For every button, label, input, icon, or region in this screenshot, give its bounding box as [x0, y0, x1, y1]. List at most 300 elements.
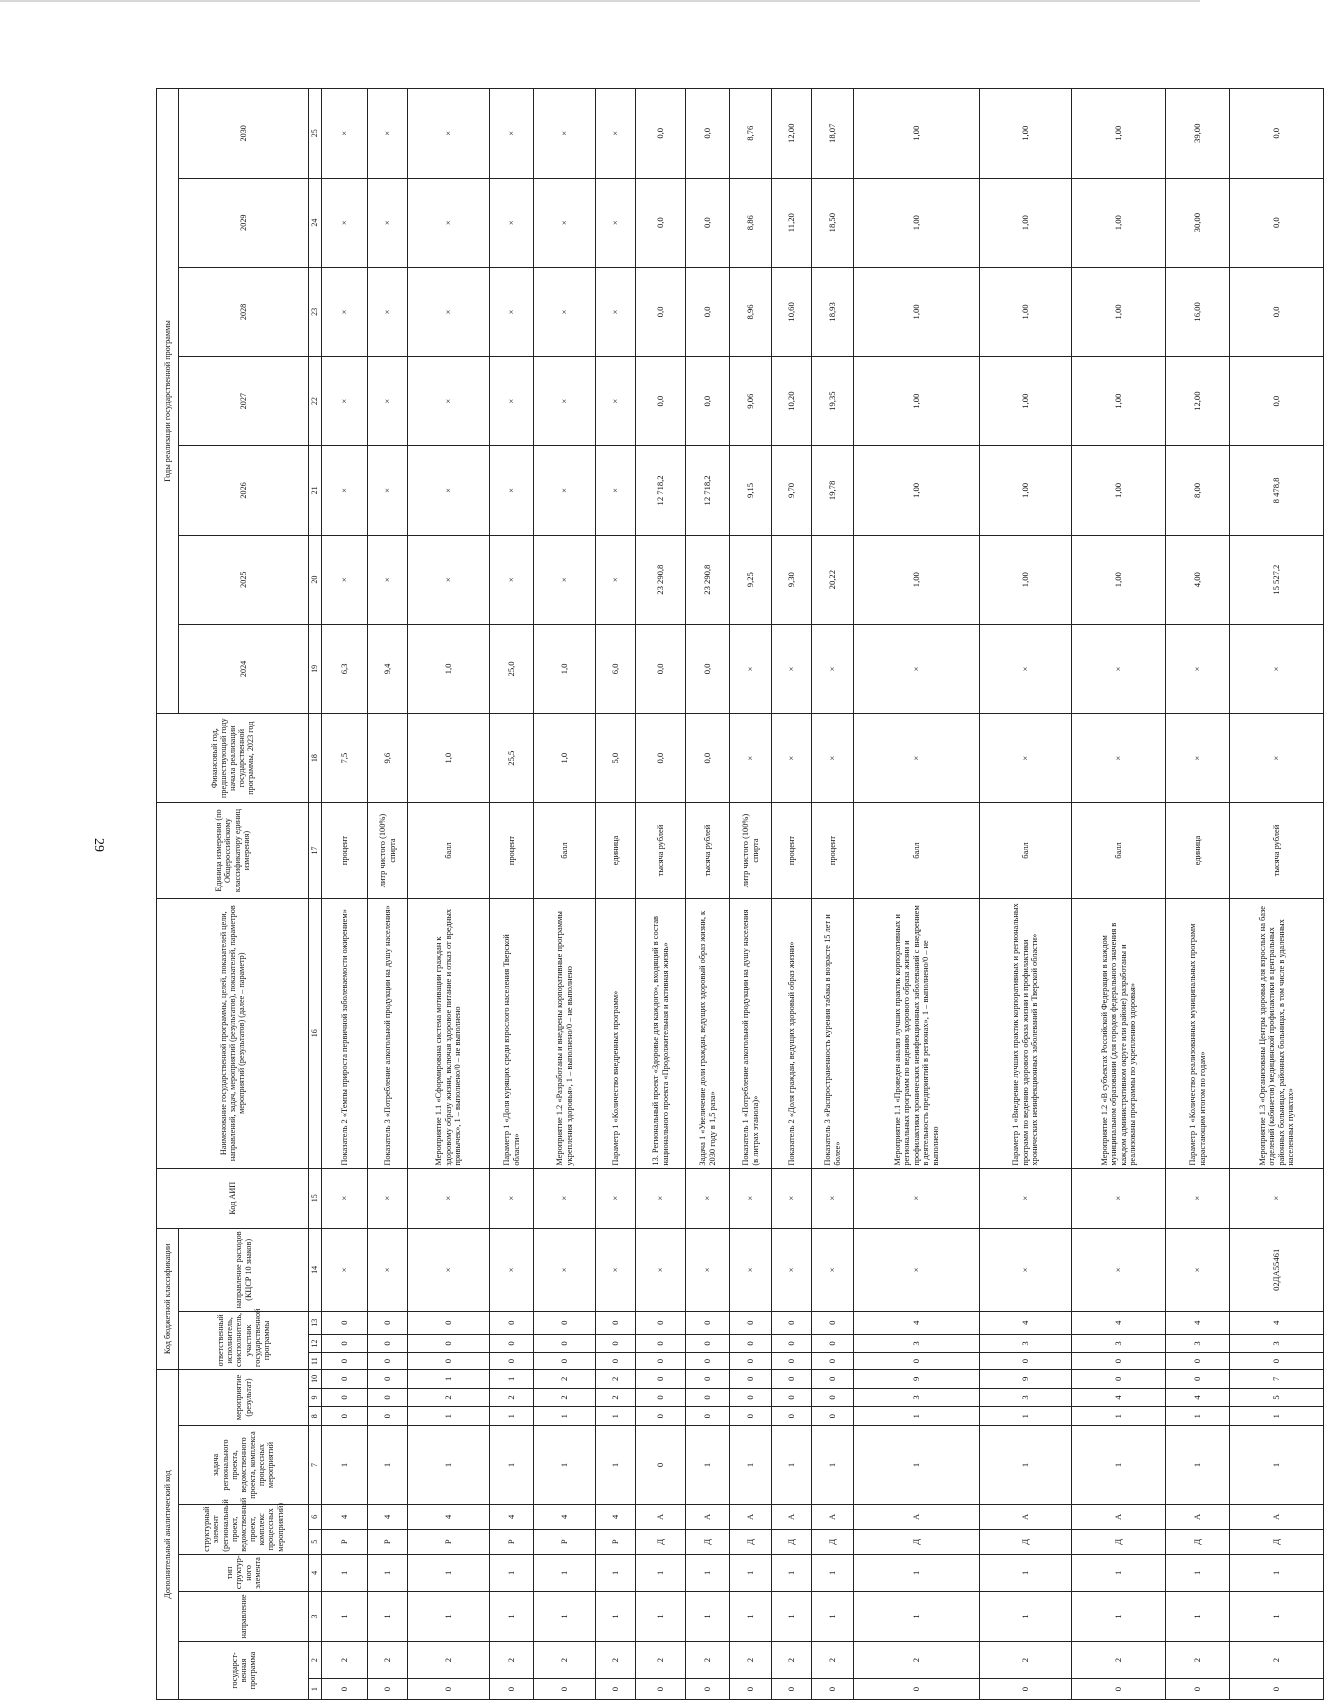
year-value-cell: × [1166, 624, 1230, 713]
code-cell: 0 [1072, 1679, 1166, 1700]
column-number: 12 [309, 1334, 322, 1353]
code-cell: 0 [686, 1353, 730, 1370]
code-cell: 0 [636, 1353, 686, 1370]
unit-cell: балл [980, 803, 1072, 898]
name-cell: Мероприятие 1.3 «Организованы Центры здоровья для взрослых на базе отделений (кабинетов) медицинской профилактики в центральных районных больницах, районных больницах, в том числе в удаленных населенных пунктах» [1230, 898, 1324, 1168]
year-value-cell: × [408, 446, 490, 535]
code-cell: 0 [534, 1679, 596, 1700]
code-cell: × [1072, 1228, 1166, 1311]
code-cell: 4 [322, 1504, 368, 1529]
name-cell: Показатель 2 «Темпы прироста первичной заболеваемости ожирением» [322, 898, 368, 1168]
code-cell: 0 [686, 1388, 730, 1407]
code-cell: 0 [322, 1679, 368, 1700]
code-cell: 1 [1230, 1592, 1324, 1642]
year-value-cell: 9,15 [730, 446, 772, 535]
code-cell: 2 [812, 1641, 854, 1678]
code-cell: 1 [408, 1592, 490, 1642]
code-cell: 1 [1230, 1554, 1324, 1591]
code-cell: 0 [322, 1353, 368, 1370]
code-cell: × [534, 1228, 596, 1311]
code-cell: 0 [636, 1679, 686, 1700]
code-cell: × [408, 1168, 490, 1228]
header-zadacha: задача регионального проекта, ведомственного проекта, комплекса процессных мероприятий [179, 1426, 309, 1505]
column-number: 20 [309, 535, 322, 624]
code-cell: 0 [812, 1353, 854, 1370]
header-napr-rash: направление расходов (КЦСР 10 знаков) [179, 1228, 309, 1311]
base-year-cell: × [1072, 714, 1166, 803]
column-number: 5 [309, 1529, 322, 1554]
year-value-cell: 1,0 [534, 624, 596, 713]
code-cell: 0 [812, 1407, 854, 1426]
year-value-cell: × [368, 178, 408, 267]
column-number: 14 [309, 1228, 322, 1311]
year-value-cell: 19,78 [812, 446, 854, 535]
code-cell: 0 [322, 1311, 368, 1334]
code-cell: × [1166, 1228, 1230, 1311]
code-cell: 2 [490, 1641, 534, 1678]
code-cell: 1 [596, 1426, 636, 1505]
year-value-cell: 1,00 [980, 535, 1072, 624]
year-value-cell: 0,0 [686, 89, 730, 179]
year-value-cell: × [322, 267, 368, 356]
code-cell: × [980, 1168, 1072, 1228]
table-row [408, 89, 490, 1700]
year-value-cell: 1,00 [1072, 178, 1166, 267]
code-cell: 1 [980, 1407, 1072, 1426]
year-value-cell: 1,00 [1072, 357, 1166, 446]
code-cell: 4 [1230, 1311, 1324, 1334]
code-cell: 0 [596, 1679, 636, 1700]
code-cell: 0 [322, 1369, 368, 1388]
unit-cell: литр чистого (100%) спирта [730, 803, 772, 898]
code-cell: × [490, 1168, 534, 1228]
year-value-cell: × [408, 267, 490, 356]
code-cell: 0 [534, 1311, 596, 1334]
code-cell: 2 [596, 1641, 636, 1678]
header-ispoln: ответственный исполнитель, соисполнитель, участник государственной программы [179, 1311, 309, 1369]
code-cell: 1 [1166, 1426, 1230, 1505]
code-cell: 0 [368, 1311, 408, 1334]
code-cell: 0 [636, 1407, 686, 1426]
year-value-cell: 39,00 [1166, 89, 1230, 179]
year-value-cell: × [534, 267, 596, 356]
code-cell: 1 [490, 1426, 534, 1505]
year-value-cell: × [322, 357, 368, 446]
name-cell: Мероприятие 1.1 «Сформирована система мотивации граждан к здоровому образу жизни, включая здоровое питание и отказ от вредных привычек», 1 – выполнено/0 – не выполнено [408, 898, 490, 1168]
year-value-cell: 10,20 [772, 357, 812, 446]
year-value-cell: × [534, 89, 596, 179]
code-cell: 0 [730, 1679, 772, 1700]
year-value-cell: × [596, 89, 636, 179]
year-value-cell: × [322, 535, 368, 624]
unit-cell: литр чистого (100%) спирта [368, 803, 408, 898]
code-cell: 1 [1166, 1592, 1230, 1642]
year-value-cell: 1,0 [408, 624, 490, 713]
code-cell: 1 [980, 1426, 1072, 1505]
name-cell: Параметр 1 «Доля курящих среди взрослого населения Тверской области» [490, 898, 534, 1168]
code-cell: А [1230, 1504, 1324, 1529]
header-struct: структурный элемент (региональный проект, ведомственный проект, комплекс процессных мероприятий) [179, 1504, 309, 1554]
code-cell: 0 [636, 1426, 686, 1505]
base-year-cell: × [812, 714, 854, 803]
name-cell: Показатель 2 «Доля граждан, ведущих здоровый образ жизни» [772, 898, 812, 1168]
year-value-cell: 18,50 [812, 178, 854, 267]
code-cell: 0 [368, 1369, 408, 1388]
code-cell: 0 [686, 1369, 730, 1388]
year-value-cell: × [596, 178, 636, 267]
year-value-cell: 9,06 [730, 357, 772, 446]
code-cell: × [596, 1168, 636, 1228]
year-value-cell: 8,96 [730, 267, 772, 356]
code-cell: 1 [490, 1554, 534, 1591]
unit-cell: процент [490, 803, 534, 898]
base-year-cell: × [730, 714, 772, 803]
unit-cell: тысяча рублей [1230, 803, 1324, 898]
year-value-cell: 0,0 [636, 357, 686, 446]
year-value-cell: × [408, 89, 490, 179]
header-year-2028: 2028 [179, 267, 309, 356]
code-cell: × [1072, 1168, 1166, 1228]
code-cell: 0 [980, 1353, 1072, 1370]
code-cell: 3 [1072, 1334, 1166, 1353]
code-cell: Р [368, 1529, 408, 1554]
column-number: 4 [309, 1554, 322, 1591]
code-cell: 0 [368, 1388, 408, 1407]
code-cell: 4 [1166, 1388, 1230, 1407]
year-value-cell: × [596, 357, 636, 446]
header-fin-year: Финансовый год, предшествующий году начала реализации государственной программы, 2023 год [157, 714, 309, 803]
code-cell: 0 [686, 1334, 730, 1353]
code-cell: 2 [980, 1641, 1072, 1678]
base-year-cell: 0,0 [636, 714, 686, 803]
table-row [1230, 89, 1324, 1700]
page-number: 29 [91, 838, 106, 852]
code-cell: × [730, 1228, 772, 1311]
code-cell: 2 [322, 1641, 368, 1678]
code-cell: 1 [686, 1592, 730, 1642]
table-row [322, 89, 368, 1700]
code-cell: 0 [490, 1311, 534, 1334]
code-cell: 1 [408, 1554, 490, 1591]
code-cell: А [854, 1504, 980, 1529]
code-cell: 2 [1230, 1641, 1324, 1678]
year-value-cell: 10,60 [772, 267, 812, 356]
column-number: 11 [309, 1353, 322, 1370]
year-value-cell: 0,0 [686, 624, 730, 713]
column-number: 24 [309, 178, 322, 267]
code-cell: 0 [534, 1334, 596, 1353]
code-cell: 0 [854, 1679, 980, 1700]
code-cell: 0 [730, 1388, 772, 1407]
header-unit: Единица измерения (по Общероссийскому классификатору единиц измерения) [157, 803, 309, 898]
header-meropr: мероприятие (результат) [179, 1369, 309, 1425]
code-cell: Д [812, 1529, 854, 1554]
code-cell: Д [1072, 1529, 1166, 1554]
base-year-cell: × [854, 714, 980, 803]
year-value-cell: 0,0 [636, 89, 686, 179]
header-year-2027: 2027 [179, 357, 309, 446]
code-cell: 2 [636, 1641, 686, 1678]
code-cell: 0 [636, 1388, 686, 1407]
code-cell: 1 [322, 1592, 368, 1642]
code-cell: 0 [636, 1369, 686, 1388]
code-cell: × [730, 1168, 772, 1228]
base-year-cell: 0,0 [686, 714, 730, 803]
year-value-cell: 8,86 [730, 178, 772, 267]
code-cell: × [686, 1228, 730, 1311]
base-year-cell: 1,0 [408, 714, 490, 803]
table-row [1166, 89, 1230, 1700]
code-cell: 1 [854, 1554, 980, 1591]
name-cell: Показатель 1 «Потребление алкогольной продукции на душу населения (в литрах этанола)» [730, 898, 772, 1168]
table-row [1072, 89, 1166, 1700]
year-value-cell: 6,0 [596, 624, 636, 713]
code-cell: × [980, 1228, 1072, 1311]
code-cell: 1 [730, 1592, 772, 1642]
code-cell: Р [322, 1529, 368, 1554]
code-cell: 0 [772, 1334, 812, 1353]
code-cell: А [772, 1504, 812, 1529]
base-year-cell: 7,5 [322, 714, 368, 803]
code-cell: 0 [636, 1311, 686, 1334]
code-cell: А [1072, 1504, 1166, 1529]
year-value-cell: 12 718,2 [686, 446, 730, 535]
year-value-cell: × [534, 178, 596, 267]
code-cell: 4 [1072, 1388, 1166, 1407]
year-value-cell: 15 527,2 [1230, 535, 1324, 624]
code-cell: А [980, 1504, 1072, 1529]
code-cell: Р [534, 1529, 596, 1554]
code-cell: А [636, 1504, 686, 1529]
code-cell: 1 [534, 1426, 596, 1505]
code-cell: 2 [408, 1388, 490, 1407]
program-table [156, 88, 1324, 1700]
base-year-cell: 1,0 [534, 714, 596, 803]
year-value-cell: 4,00 [1166, 535, 1230, 624]
year-value-cell: 11,20 [772, 178, 812, 267]
year-value-cell: 19,35 [812, 357, 854, 446]
column-number-row [309, 89, 322, 1700]
code-cell: 4 [596, 1504, 636, 1529]
year-value-cell: 23 290,8 [686, 535, 730, 624]
year-value-cell: × [368, 89, 408, 179]
header-year-2030: 2030 [179, 89, 309, 179]
code-cell: 0 [730, 1334, 772, 1353]
code-cell: 1 [322, 1426, 368, 1505]
code-cell: Р [490, 1529, 534, 1554]
year-value-cell: 1,00 [854, 535, 980, 624]
table-row [980, 89, 1072, 1700]
code-cell: 1 [368, 1426, 408, 1505]
year-value-cell: × [1072, 624, 1166, 713]
name-cell: Параметр 1 «Внедрение лучших практик корпоративных и региональных программ по ведению здорового образа жизни и профилактики хронических неинфекционных заболеваний в Тверской области» [980, 898, 1072, 1168]
table-body [322, 89, 1324, 1700]
code-cell: 1 [490, 1369, 534, 1388]
code-cell: 2 [596, 1369, 636, 1388]
code-cell: Д [772, 1529, 812, 1554]
header-year-2026: 2026 [179, 446, 309, 535]
year-value-cell: 8 478,8 [1230, 446, 1324, 535]
code-cell: 1 [408, 1407, 490, 1426]
code-cell: 1 [812, 1554, 854, 1591]
year-value-cell: 1,00 [854, 267, 980, 356]
code-cell: 2 [596, 1388, 636, 1407]
table-row [686, 89, 730, 1700]
code-cell: 1 [854, 1426, 980, 1505]
code-cell: 4 [368, 1504, 408, 1529]
year-value-cell: 9,4 [368, 624, 408, 713]
code-cell: × [812, 1228, 854, 1311]
code-cell: 0 [1230, 1353, 1324, 1370]
code-cell: 0 [408, 1334, 490, 1353]
year-value-cell: 0,0 [686, 357, 730, 446]
year-value-cell: × [854, 624, 980, 713]
code-cell: 0 [730, 1369, 772, 1388]
year-value-cell: 0,0 [636, 178, 686, 267]
code-cell: 4 [1072, 1311, 1166, 1334]
base-year-cell: 5,0 [596, 714, 636, 803]
table-row [368, 89, 408, 1700]
year-value-cell: × [596, 267, 636, 356]
code-cell: 1 [1230, 1407, 1324, 1426]
code-cell: 0 [772, 1388, 812, 1407]
code-cell: 1 [490, 1592, 534, 1642]
code-cell: 0 [1166, 1369, 1230, 1388]
column-number: 6 [309, 1504, 322, 1529]
year-value-cell: 1,00 [1072, 89, 1166, 179]
code-cell: 1 [490, 1407, 534, 1426]
unit-cell: тысяча рублей [686, 803, 730, 898]
table-row [812, 89, 854, 1700]
code-cell: 1 [368, 1592, 408, 1642]
year-value-cell: 12 718,2 [636, 446, 686, 535]
code-cell: 0 [408, 1679, 490, 1700]
header-gos-prog: государст-венная программа [179, 1641, 309, 1699]
code-cell: 0 [730, 1311, 772, 1334]
year-value-cell: × [368, 535, 408, 624]
code-cell: × [490, 1228, 534, 1311]
year-value-cell: 0,0 [636, 267, 686, 356]
code-cell: × [772, 1228, 812, 1311]
code-cell: 0 [596, 1311, 636, 1334]
column-number: 7 [309, 1426, 322, 1505]
code-cell: 1 [636, 1592, 686, 1642]
code-cell: 1 [772, 1426, 812, 1505]
column-number: 18 [309, 714, 322, 803]
code-cell: 0 [322, 1407, 368, 1426]
code-cell: 2 [534, 1388, 596, 1407]
header-napravlenie: направление [179, 1592, 309, 1642]
unit-cell: балл [534, 803, 596, 898]
code-cell: × [812, 1168, 854, 1228]
code-cell: × [596, 1228, 636, 1311]
code-cell: 0 [854, 1353, 980, 1370]
year-value-cell: 12,00 [1166, 357, 1230, 446]
code-cell: 1 [1072, 1554, 1166, 1591]
code-cell: 5 [1230, 1388, 1324, 1407]
code-cell: 0 [1166, 1679, 1230, 1700]
name-cell: Задача 1 «Увеличение доли граждан, ведущих здоровый образ жизни, к 2030 году в 1,5 раза» [686, 898, 730, 1168]
column-number: 2 [309, 1641, 322, 1678]
name-cell: Мероприятие 1.2 «Разработаны и внедрены корпоративные программы укрепления здоровья», 1 – выполнено/0 – не выполнено [534, 898, 596, 1168]
code-cell: 4 [1166, 1311, 1230, 1334]
code-cell: 2 [534, 1641, 596, 1678]
code-cell: 9 [980, 1369, 1072, 1388]
code-cell: А [812, 1504, 854, 1529]
code-cell: А [1166, 1504, 1230, 1529]
header-year-2024: 2024 [179, 624, 309, 713]
code-cell: 1 [534, 1407, 596, 1426]
year-value-cell: × [596, 446, 636, 535]
code-cell: 3 [980, 1388, 1072, 1407]
code-cell: 0 [1230, 1679, 1324, 1700]
year-value-cell: × [368, 357, 408, 446]
code-cell: 1 [596, 1554, 636, 1591]
column-number: 19 [309, 624, 322, 713]
year-value-cell: 1,00 [1072, 267, 1166, 356]
name-cell: Показатель 3 «Потребление алкогольной продукции на душу населения» [368, 898, 408, 1168]
year-value-cell: 12,00 [772, 89, 812, 179]
code-cell: 0 [812, 1679, 854, 1700]
code-cell: 0 [1072, 1369, 1166, 1388]
code-cell: 3 [1230, 1334, 1324, 1353]
code-cell: 0 [772, 1369, 812, 1388]
name-cell: Параметр 1 «Количество внедренных программ» [596, 898, 636, 1168]
scan-edge [0, 0, 1200, 2]
year-value-cell: 8,00 [1166, 446, 1230, 535]
year-value-cell: × [322, 446, 368, 535]
header-tip: тип структур-ного элемента [179, 1554, 309, 1591]
year-value-cell: 1,00 [980, 178, 1072, 267]
year-value-cell: × [534, 357, 596, 446]
code-cell: 0 [772, 1353, 812, 1370]
table-row [854, 89, 980, 1700]
year-value-cell: 0,0 [1230, 178, 1324, 267]
code-cell: 1 [812, 1426, 854, 1505]
year-value-cell: 20,22 [812, 535, 854, 624]
code-cell: × [322, 1168, 368, 1228]
year-value-cell: × [534, 535, 596, 624]
header-naimen: Наименование государственной программы, целей, показателей цели, направлений, задач, мероприятий (результатов), показателей, параметров мероприятий (результатов) (далее – параметр) [157, 898, 309, 1168]
code-cell: 1 [686, 1554, 730, 1591]
code-cell: 0 [812, 1369, 854, 1388]
code-cell: 1 [534, 1592, 596, 1642]
code-cell: 0 [980, 1679, 1072, 1700]
code-cell: Д [1230, 1529, 1324, 1554]
year-value-cell: × [490, 535, 534, 624]
year-value-cell: 1,00 [854, 89, 980, 179]
year-value-cell: 0,0 [1230, 357, 1324, 446]
code-cell: 1 [730, 1426, 772, 1505]
code-cell: 1 [1072, 1426, 1166, 1505]
code-cell: 0 [812, 1388, 854, 1407]
year-value-cell: 1,00 [854, 446, 980, 535]
code-cell: 1 [980, 1554, 1072, 1591]
code-cell: Д [980, 1529, 1072, 1554]
code-cell: Д [686, 1529, 730, 1554]
code-cell: 1 [408, 1369, 490, 1388]
unit-cell: процент [322, 803, 368, 898]
code-cell: 02ДА55461 [1230, 1228, 1324, 1311]
code-cell: А [730, 1504, 772, 1529]
unit-cell: процент [772, 803, 812, 898]
code-cell: Д [636, 1529, 686, 1554]
code-cell: 4 [490, 1504, 534, 1529]
name-cell: Мероприятие 1.2 «В субъектах Российской Федерации в каждом муниципальном образовании (для городов федерального значения в каждом административном округе или районе) разработаны и реализованы программы по укреплению здоровья» [1072, 898, 1166, 1168]
column-number: 22 [309, 357, 322, 446]
code-cell: 0 [1166, 1353, 1230, 1370]
year-value-cell: × [490, 178, 534, 267]
